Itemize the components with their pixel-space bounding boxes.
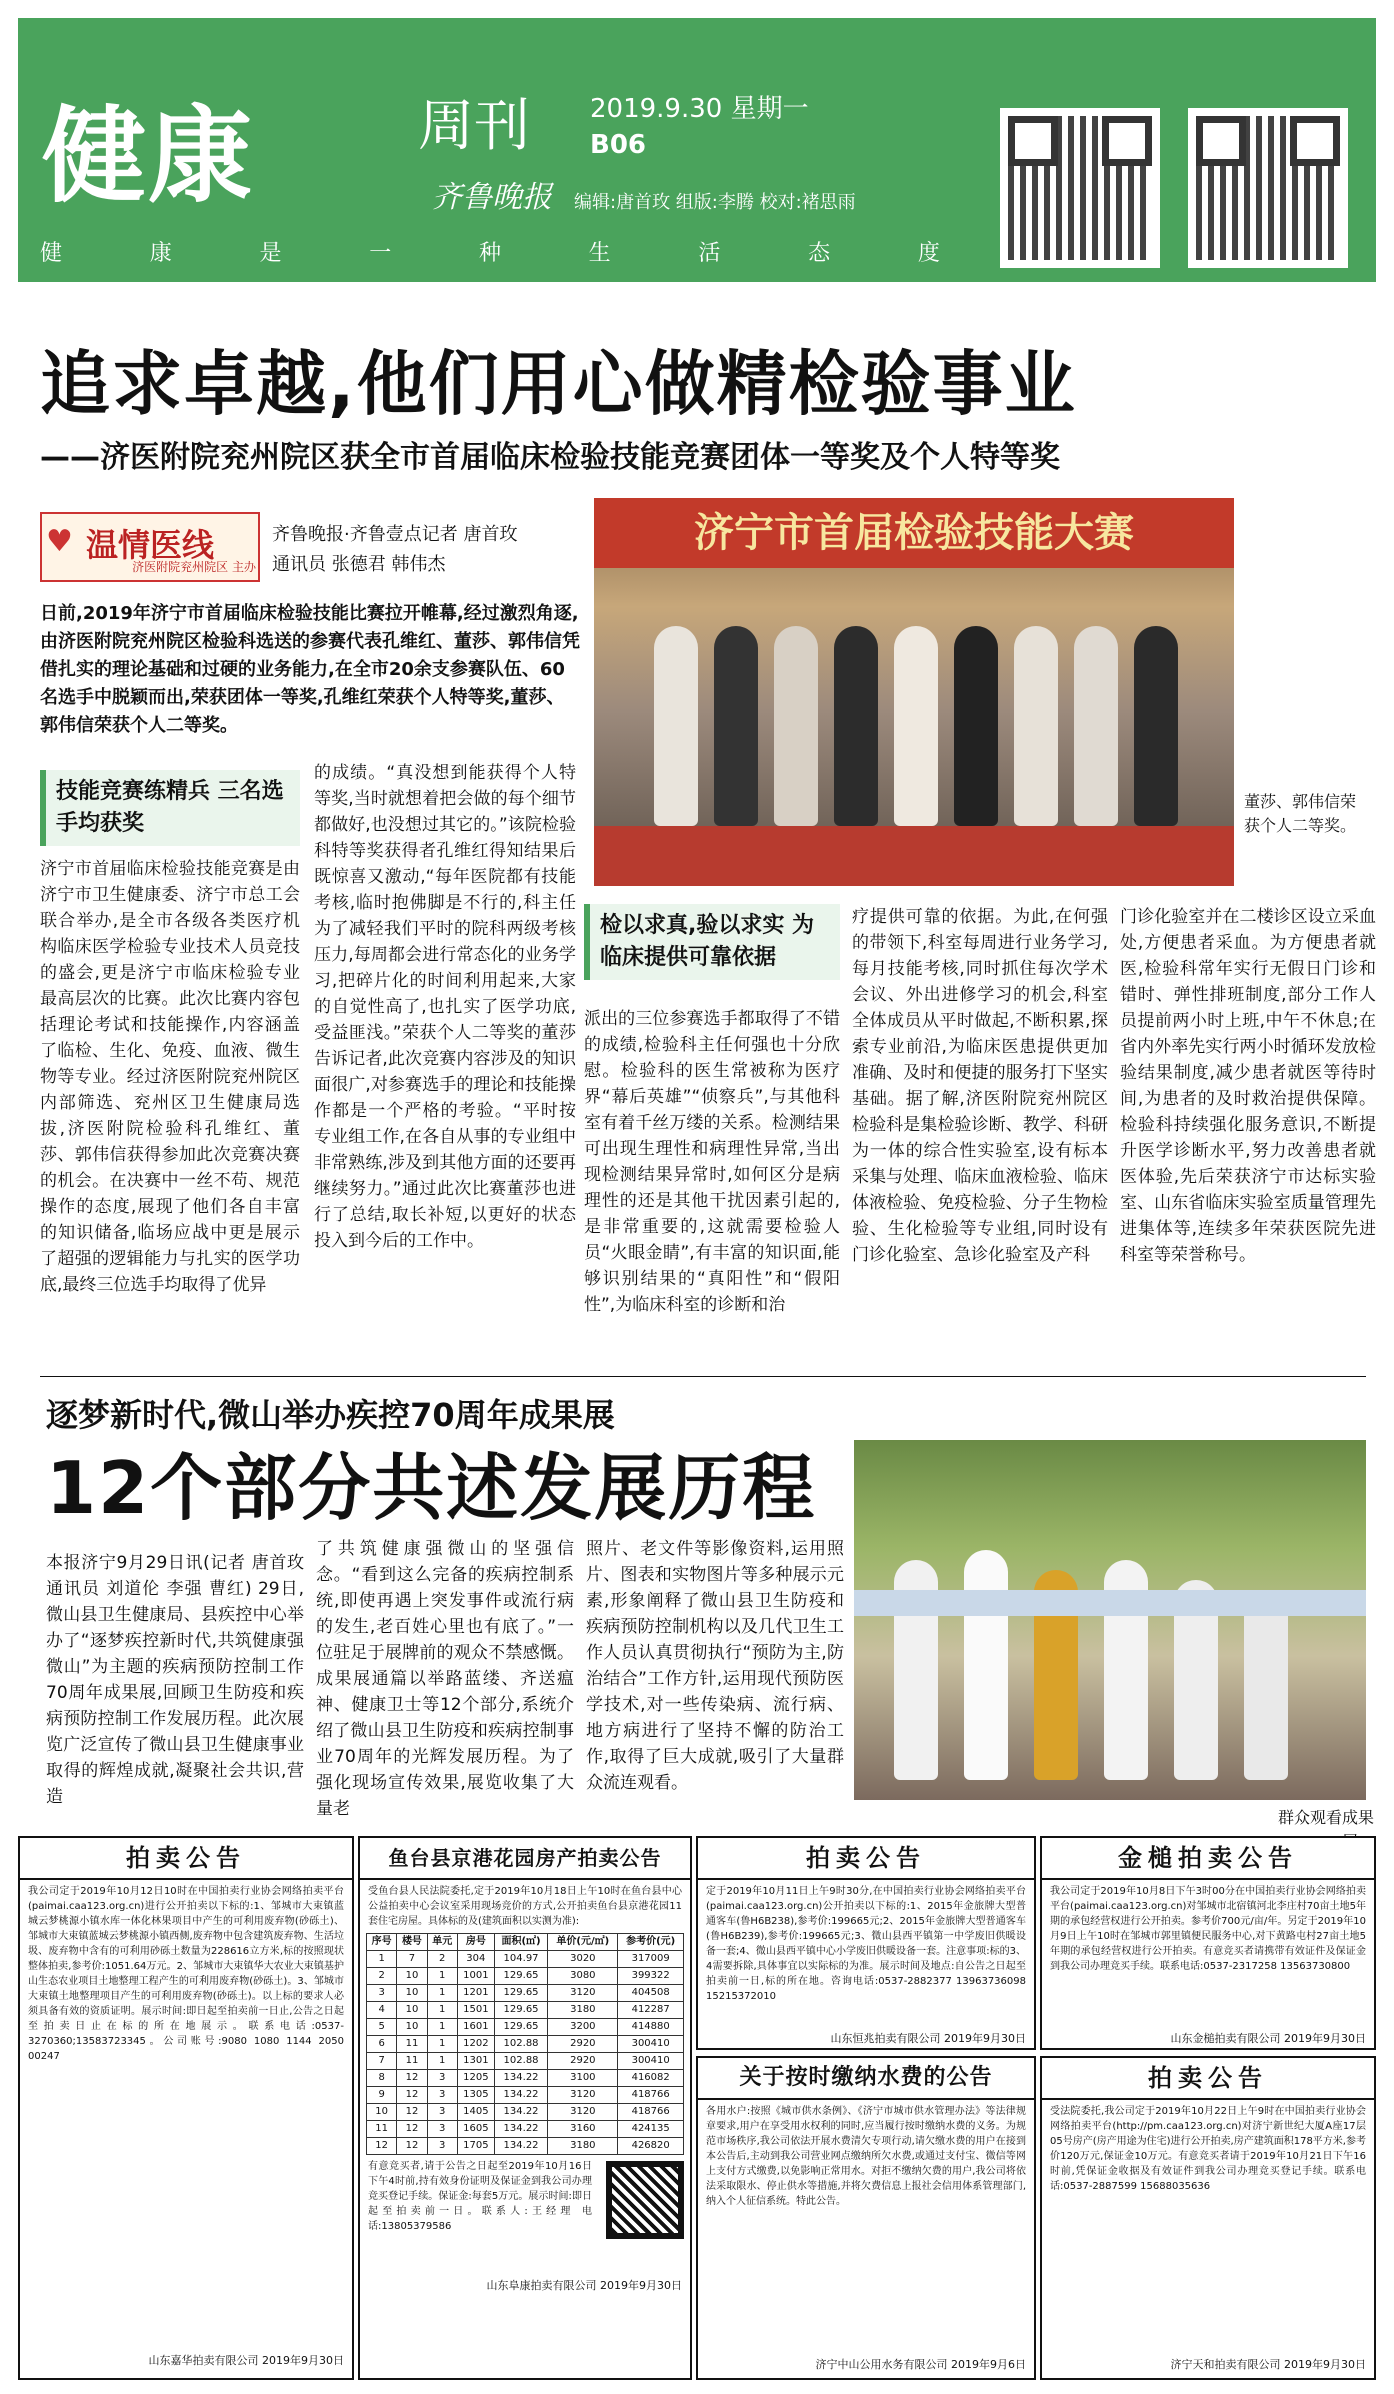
table-cell: 12 <box>397 2087 427 2104</box>
table-cell: 12 <box>397 2070 427 2087</box>
table-cell: 3160 <box>548 2121 618 2138</box>
notice-title: 关于按时缴纳水费的公告 <box>698 2058 1034 2100</box>
notice-title: 拍卖公告 <box>698 1838 1034 1880</box>
table-cell: 1 <box>427 2002 457 2019</box>
table-cell: 1 <box>427 2053 457 2070</box>
table-cell: 6 <box>367 2036 397 2053</box>
notice-text: 受鱼台县人民法院委托,定于2019年10月18日上午10时在鱼台县中心公益拍卖中心会议室采用现场竞价的方式,公开拍卖鱼台县京港花园11套住宅房屋。具体标的及(建筑面积以实测为准): <box>368 1886 682 1927</box>
table-header-cell: 参考价(元) <box>618 1934 684 1951</box>
table-cell: 102.88 <box>494 2053 548 2070</box>
article-column: 济宁市首届临床检验技能竞赛是由济宁市卫生健康委、济宁市总工会联合举办,是全市各级各类医疗机构临床医学检验专业技术人员竞技的盛会,更是济宁市临床检验专业最高层次的比赛。此次比赛内容包括理论考试和技能操作,内容涵盖了临检、生化、免疫、血液、微生物等专业。经过济医附院兖州院区内部筛选、兖州区卫生健康局选拔,济医附院检验科孔维红、董莎、郭伟信获得参加此次竞赛决赛的机会。在决赛中一丝不苟、规范操作的态度,展现了他们各自丰富的知识储备,临场应战中更是展示了超强的逻辑能力与扎实的医学功底,最终三位选手均取得了优异 <box>40 859 300 1295</box>
table-cell: 134.22 <box>494 2070 548 2087</box>
table-cell: 1601 <box>457 2019 494 2036</box>
notice-text: 受法院委托,我公司定于2019年10月22日上午9时在中国拍卖行业协会网络拍卖平台(http://pm.caa123.org.cn)对济宁新世纪大厦A座17层05号房产(房产用途为住宅)进行公开拍卖,房产建筑面积178平方米,参考价120万元,保证金10万元。有意竞买者请于2019年10月21日下午16时前,凭保证金收据及有效证件到我公司办理竞买登记手续。联系电话:0537-2887599 15688035636 <box>1050 2106 1366 2192</box>
person-figure <box>834 626 878 826</box>
notice-signature: 山东金槌拍卖有限公司 2019年9月30日 <box>1170 2032 1366 2045</box>
table-cell: 129.65 <box>494 2019 548 2036</box>
qr-code-icon[interactable] <box>1188 108 1348 268</box>
table-cell: 426820 <box>618 2138 684 2155</box>
table-cell: 3 <box>427 2104 457 2121</box>
column-name: 温情医线 <box>86 526 215 564</box>
table-cell: 12 <box>397 2104 427 2121</box>
notice-text: 定于2019年10月11日上午9时30分,在中国拍卖行业协会网络拍卖平台(paimai.caa123.org.cn)公开拍卖以下标的:1、2015年金旅牌大型普通客车(鲁H6B238),参考价:199665元;2、2015年金旅牌大型普通客车(鲁H6B239),参考价:199665元;3、微山县西平镇第一中学废旧供暖设备一套;4、微山县西平镇中心小学废旧供暖设备一套。注意事项:标的3、4需要拆除,具体事宜以实际标的为准。展示时间及地点:自公告之日起至拍卖前一日,标的所在地。咨询电话:0537-2882377 13963736098 15215372010 <box>706 1886 1026 2002</box>
slogan-char: 种 <box>478 241 501 266</box>
table-cell: 12 <box>397 2138 427 2155</box>
table-cell: 418766 <box>618 2087 684 2104</box>
table-cell: 129.65 <box>494 2002 548 2019</box>
heart-icon: ♥ <box>46 524 73 559</box>
notice-signature: 山东阜康拍卖有限公司 2019年9月30日 <box>486 2279 682 2292</box>
table-cell: 134.22 <box>494 2087 548 2104</box>
table-cell: 3120 <box>548 2104 618 2121</box>
table-row <box>367 2036 684 2053</box>
table-cell: 3080 <box>548 1968 618 1985</box>
qr-code-icon[interactable] <box>1000 108 1160 268</box>
table-cell: 12 <box>397 2121 427 2138</box>
table-cell: 7 <box>367 2053 397 2070</box>
table-row <box>367 2104 684 2121</box>
slogan-char: 态 <box>808 241 831 266</box>
auction-notice <box>358 1836 692 2380</box>
table-cell: 12 <box>367 2138 397 2155</box>
kicker-headline: 逐梦新时代,微山举办疾控70周年成果展 <box>46 1396 615 1434</box>
auction-notice <box>18 1836 354 2380</box>
table-cell: 2920 <box>548 2036 618 2053</box>
slogan <box>40 236 940 267</box>
table-cell: 1305 <box>457 2087 494 2104</box>
table-cell: 3120 <box>548 2087 618 2104</box>
table-cell: 1301 <box>457 2053 494 2070</box>
person-figure <box>894 626 938 826</box>
table-cell: 1001 <box>457 1968 494 1985</box>
table-cell: 3 <box>427 2087 457 2104</box>
notice-signature: 山东恒兆拍卖有限公司 2019年9月30日 <box>830 2032 1026 2045</box>
table-header-cell: 序号 <box>367 1934 397 1951</box>
notice-title: 鱼台县京港花园房产拍卖公告 <box>360 1838 690 1880</box>
lead-paragraph: 日前,2019年济宁市首届临床检验技能比赛拉开帷幕,经过激烈角逐,由济医附院兖州院区检验科选送的参赛代表孔维红、董莎、郭伟信凭借扎实的理论基础和过硬的业务能力,在全市20余支参赛队伍、60名选手中脱颖而出,荣获团体一等奖,孔维红荣获个人特等奖,董莎、郭伟信荣获个人二等奖。 <box>40 603 580 736</box>
article-column: 本报济宁9月29日讯(记者 唐首玫 通讯员 刘道伦 李强 曹红) 29日,微山县卫生健康局、县疾控中心举办了“逐梦疾控新时代,共筑健康强微山”为主题的疾病预防控制工作70周年成果展,回顾卫生防疫和疾病预防控制工作发展历程。此次展览广泛宣传了微山县卫生健康事业取得的辉煌成就,凝聚社会共识,营造 <box>46 1553 304 1807</box>
notice-title: 拍卖公告 <box>1042 2058 1374 2100</box>
table-row <box>367 2087 684 2104</box>
table-cell: 1 <box>427 2036 457 2053</box>
table-header-cell: 楼号 <box>397 1934 427 1951</box>
table-row <box>367 2053 684 2070</box>
table-cell: 134.22 <box>494 2138 548 2155</box>
table-row <box>367 2002 684 2019</box>
section-subhead: 技能竞赛练精兵 三名选手均获奖 <box>40 770 300 846</box>
table-cell: 134.22 <box>494 2104 548 2121</box>
person-figure <box>714 626 758 826</box>
notice-signature: 济宁中山公用水务有限公司 2019年9月6日 <box>815 2358 1026 2371</box>
table-cell: 1202 <box>457 2036 494 2053</box>
table-cell: 2 <box>427 1951 457 1968</box>
table-cell: 304 <box>457 1951 494 1968</box>
table-header-cell: 房号 <box>457 1934 494 1951</box>
table-header-cell: 单价(元/㎡) <box>548 1934 618 1951</box>
table-row <box>367 2019 684 2036</box>
table-cell: 3180 <box>548 2002 618 2019</box>
table-row <box>367 2070 684 2087</box>
table-cell: 1705 <box>457 2138 494 2155</box>
weekly-label: 周刊 <box>418 94 530 159</box>
table-row <box>367 1985 684 2002</box>
table-cell: 300410 <box>618 2053 684 2070</box>
table-cell: 104.97 <box>494 1951 548 1968</box>
table-cell: 3180 <box>548 2138 618 2155</box>
person-figure <box>954 626 998 826</box>
person-figure <box>1014 626 1058 826</box>
table-cell: 414880 <box>618 2019 684 2036</box>
table-cell: 3 <box>427 2138 457 2155</box>
auction-notice <box>696 1836 1036 2050</box>
table-cell: 3 <box>427 2121 457 2138</box>
table-cell: 2 <box>367 1968 397 1985</box>
table-cell: 4 <box>367 2002 397 2019</box>
table-cell: 9 <box>367 2087 397 2104</box>
auction-notice <box>1040 1836 1376 2050</box>
photo-caption: 董莎、郭伟信荣获个人二等奖。 <box>1244 792 1357 835</box>
table-cell: 5 <box>367 2019 397 2036</box>
article-column: 了共筑健康强微山的坚强信念。“看到这么完备的疾病控制系统,即使再遇上突发事件或流行病的发生,老百姓心里也有底了。”一位驻足于展牌前的观众不禁感慨。成果展通篇以举路蓝缕、齐送瘟神、健康卫士等12个部分,系统介绍了微山县卫生防疫和疾病控制事业70周年的光辉发展历程。为了强化现场宣传效果,展览收集了大量老 <box>316 1539 574 1819</box>
table-header-cell: 面积(㎡) <box>494 1934 548 1951</box>
newspaper-logo: 齐鲁晚报 <box>432 180 552 215</box>
article-column: 门诊化验室并在二楼诊区设立采血处,方便患者采血。为方便患者就医,检验科常年实行无假日门诊和错时、弹性排班制度,部分工作人员提前两小时上班,中午不休息;在省内外率先实行两小时循环发放检验结果制度,减少患者就医等待时间,为患者的及时救治提供保障。检验科持续强化服务意识,不断提升医学诊断水平,努力改善患者就医体验,先后荣获济宁市达标实验室、山东省临床实验室质量管理先进集体等,连续多年荣获医院先进科室等荣誉称号。 <box>1120 907 1376 1265</box>
table-row <box>367 1951 684 1968</box>
table-row <box>367 1968 684 1985</box>
table-row <box>367 2121 684 2138</box>
table-cell: 418766 <box>618 2104 684 2121</box>
slogan-char: 生 <box>588 241 611 266</box>
article-column: 疗提供可靠的依据。为此,在何强的带领下,科室每周进行业务学习,每月技能考核,同时抓住每次学术会议、外出进修学习的机会,科室全体成员从平时做起,不断积累,探索专业前沿,为临床医患提供更加准确、及时和便捷的服务打下坚实基础。据了解,济医附院兖州院区检验科是集检验诊断、教学、科研为一体的综合性实验室,设有标本采集与处理、临床血液检验、临床体液检验、免疫检验、分子生物检验、生化检验等专业组,同时设有门诊化验室、急诊化验室及产科 <box>852 907 1108 1265</box>
table-cell: 1605 <box>457 2121 494 2138</box>
photo-caption: 群众观看成果 <box>1277 1808 1374 1827</box>
notice-title: 拍卖公告 <box>20 1838 352 1880</box>
person-figure <box>1244 1590 1288 1780</box>
table-cell: 3020 <box>548 1951 618 1968</box>
slogan-char: 康 <box>149 241 172 266</box>
table-cell: 102.88 <box>494 2036 548 2053</box>
notice-signature: 济宁天和拍卖有限公司 2019年9月30日 <box>1170 2358 1366 2371</box>
exhibition-board <box>854 1590 1366 1616</box>
table-cell: 11 <box>397 2036 427 2053</box>
table-cell: 11 <box>397 2053 427 2070</box>
auction-notice <box>1040 2056 1376 2380</box>
table-cell: 129.65 <box>494 1985 548 2002</box>
notice-text: 有意竞买者,请于公告之日起至2019年10月16日下午4时前,持有效身份证明及保证金到我公司办理竞买登记手续。保证金:每套5万元。展示时间:即日起至拍卖前一日。联系人:王经理 电话:13805379586 <box>368 2161 592 2232</box>
table-cell: 424135 <box>618 2121 684 2138</box>
table-cell: 1501 <box>457 2002 494 2019</box>
table-cell: 10 <box>367 2104 397 2121</box>
stage-table <box>594 826 1234 886</box>
person-figure <box>774 626 818 826</box>
table-cell: 7 <box>397 1951 427 1968</box>
notice-signature: 山东嘉华拍卖有限公司 2019年9月30日 <box>148 2354 344 2367</box>
table-cell: 1 <box>427 2019 457 2036</box>
headline: 追求卓越,他们用心做精检验事业 <box>40 343 1077 425</box>
table-cell: 1 <box>427 1985 457 2002</box>
table-cell: 10 <box>397 2019 427 2036</box>
table-cell: 1205 <box>457 2070 494 2087</box>
table-cell: 404508 <box>618 1985 684 2002</box>
person-figure <box>1134 626 1178 826</box>
slogan-char: 健 <box>40 241 63 266</box>
notice-text: 我公司定于2019年10月8日下午3时00分在中国拍卖行业协会网络拍卖平台(paimai.caa123.org.cn)对邹城市北宿镇河北李庄村70亩土地5年期的承包经营权进行公开拍卖。参考价700元/亩/年。另定于2019年10月9日上午10时在邹城市郭里镇便民服务中心,对下黄路屯村27亩土地5年期的承包经营权进行公开拍卖。有意竞买者请携带有效证件及保证金到我公司办理竞买手续。联系电话:0537-2317258 13563730800 <box>1050 1886 1366 1972</box>
table-cell: 3 <box>367 1985 397 2002</box>
page-number: B06 <box>590 130 646 160</box>
divider <box>40 1376 1366 1377</box>
article-column: 派出的三位参赛选手都取得了不错的成绩,检验科主任何强也十分欣慰。检验科的医生常被称为医疗界“幕后英雄”“侦察兵”,与其他科室有着千丝万缕的关系。检测结果可出现生理性和病理性异常,当出现检测结果异常时,如何区分是病理性的还是其他干扰因素引起的,是非常重要的,这就需要检验人员“火眼金睛”,有丰富的知识面,能够识别结果的“真阳性”和“假阳性”,为临床科室的诊断和治 <box>584 1009 840 1315</box>
table-cell: 10 <box>397 2002 427 2019</box>
person-figure <box>1074 626 1118 826</box>
table-cell: 1405 <box>457 2104 494 2121</box>
water-fee-notice <box>696 2056 1036 2380</box>
table-cell: 8 <box>367 2070 397 2087</box>
table-row <box>367 2138 684 2155</box>
person-figure <box>654 626 698 826</box>
table-cell: 3 <box>427 2070 457 2087</box>
qr-code-icon[interactable] <box>606 2161 684 2239</box>
byline <box>272 520 572 580</box>
table-cell: 129.65 <box>494 1968 548 1985</box>
table-cell: 10 <box>397 1968 427 1985</box>
notice-title: 金槌拍卖公告 <box>1042 1838 1374 1880</box>
table-cell: 3100 <box>548 2070 618 2087</box>
slogan-char: 一 <box>369 241 392 266</box>
table-cell: 399322 <box>618 1968 684 1985</box>
table-cell: 317009 <box>618 1951 684 1968</box>
table-cell: 134.22 <box>494 2121 548 2138</box>
table-cell: 10 <box>397 1985 427 2002</box>
slogan-char: 活 <box>698 241 721 266</box>
column-sponsor: 济医附院兖州院区 主办 <box>132 560 256 574</box>
table-cell: 300410 <box>618 2036 684 2053</box>
table-cell: 11 <box>367 2121 397 2138</box>
exhibition-photo <box>854 1440 1366 1800</box>
table-cell: 1 <box>427 1968 457 1985</box>
table-cell: 1201 <box>457 1985 494 2002</box>
editor-credits: 编辑:唐首玫 组版:李腾 校对:褚思雨 <box>574 192 856 213</box>
issue-date: 2019.9.30 星期一 <box>590 94 809 124</box>
table-cell: 416082 <box>618 2070 684 2087</box>
person-figure <box>964 1550 1008 1780</box>
slogan-char: 是 <box>259 241 282 266</box>
photo-banner: 济宁市首届检验技能大赛 <box>594 498 1234 568</box>
table-cell: 412287 <box>618 2002 684 2019</box>
table-header-cell: 单元 <box>427 1934 457 1951</box>
table-cell: 2920 <box>548 2053 618 2070</box>
article-column: 的成绩。“真没想到能获得个人特等奖,当时就想着把会做的每个细节都做好,也没想过其它的。”该院检验科特等奖获得者孔维红得知结果后既惊喜又激动,“每年医院都有技能考核,临时抱佛脚是不行的,科主任为了减轻我们平时的院科两级考核压力,每周都会进行常态化的业务学习,把碎片化的时间利用起来,大家的自觉性高了,也扎实了医学功底,受益匪浅。”荣获个人二等奖的董莎告诉记者,此次竞赛内容涉及的知识面很广,对参赛选手的理论和技能操作都是一个严格的考验。“平时按专业组工作,在各自从事的专业组中非常熟练,涉及到其他方面的还要再继续努力。”通过此次比赛董莎也进行了总结,取长补短,以更好的状态投入到今后的工作中。 <box>314 763 576 1251</box>
section-subhead: 检以求真,验以求实 为临床提供可靠依据 <box>584 904 840 980</box>
notice-text: 我公司定于2019年10月12日10时在中国拍卖行业协会网络拍卖平台(paimai.caa123.org.cn)进行公开拍卖以下标的:1、邹城市大束镇蓝城云梦桃源小镇水库一体化林果项目中产生的可利用废弃物(砂砾土)、邹城市大束镇蓝城云梦桃源小镇西侧,废弃物中包含建筑废弃物、生活垃圾、废弃物中含有的可利用砂砾土数量为228616立方米,标的按照现状整体拍卖,参考价:1051.64万元。2、邹城市大束镇华大农业大束镇基护山生态农业项目土地整理工程产生的可利用废弃物(砂砾土)。3、邹城市大束镇土地整理项目产生的可利用废弃物(砂砾土)。以上标的要求人必须具备有效的资质证明。展示时间:即日起至拍卖前一日止,公告之日起至拍卖日止在标的所在地展示。联系电话:0537-3270360;13583723345。公司账号:9080 1080 1144 2050 00247 <box>28 1886 344 2062</box>
headline: 12个部分共述发展历程 <box>46 1446 817 1530</box>
property-table <box>366 1933 684 2155</box>
slogan-char: 度 <box>917 241 940 266</box>
award-photo <box>594 498 1234 886</box>
table-cell: 1 <box>367 1951 397 1968</box>
byline-line: 齐鲁晚报·齐鲁壹点记者 唐首玫 <box>272 524 518 545</box>
byline-line: 通讯员 张德君 韩伟杰 <box>272 554 446 575</box>
article-column: 照片、老文件等影像资料,运用照片、图表和实物图片等多种展示元素,形象阐释了微山县卫生防疫和疾病预防控制机构以及几代卫生工作人员认真贯彻执行“预防为主,防治结合”工作方针,运用现代预防医学技术,对一些传染病、流行病、地方病进行了坚持不懈的防治工作,取得了巨大成就,吸引了大量群众流连观看。 <box>586 1539 844 1793</box>
table-cell: 3200 <box>548 2019 618 2036</box>
subheadline: ——济医附院兖州院区获全市首届临床检验技能竞赛团体一等奖及个人特等奖 <box>40 440 1060 475</box>
section-title: 健康 <box>42 95 255 217</box>
table-cell: 3120 <box>548 1985 618 2002</box>
notice-text: 各用水户:按照《城市供水条例》、《济宁市城市供水管理办法》等法律规章要求,用户在享受用水权利的同时,应当履行按时缴纳水费的义务。为规范市场秩序,我公司依法开展水费清欠专项行动,请欠缴水费的用户在接到本公告后,主动到我公司营业网点缴纳所欠水费,或通过支付宝、微信等网上支付方式缴费,以免影响正常用水。对拒不缴纳欠费的用户,我公司将依法采取限水、停止供水等措施,并将欠费信息上报社会信用体系管理部门,纳入个人征信系统。特此公告。 <box>706 2106 1026 2207</box>
